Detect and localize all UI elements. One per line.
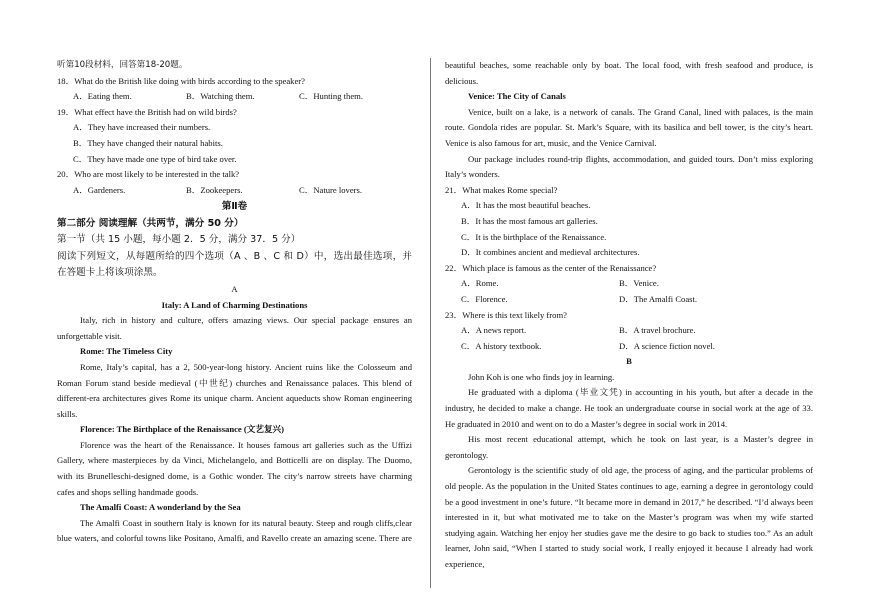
part-two-heading: 第二部分 阅读理解（共两节，满分 50 分） <box>57 217 244 229</box>
question-23: 23．Where is this text likely from? <box>445 309 567 320</box>
package-paragraph: Our package includes round-trip flights, accommodation, and guided tours. Don’t miss exploring Italy’s wonders. <box>445 153 813 180</box>
florence-paragraph: Florence was the heart of the Renaissance. It houses famous art galleries such as the Uffizi Gallery, where masterpieces by da Vinci, Michelangelo, and Botticelli are on display. The Duomo, with its Brunelleschi-designed dome, is a Gothic wonder. The city’s narrow streets have charming cafes and shops selling handmade goods. <box>57 439 412 497</box>
option-c: C．They have made one type of bird take over. <box>73 153 237 164</box>
option-c: C．A history textbook. <box>461 340 542 351</box>
option-b: B．It has the most famous art galleries. <box>461 215 598 226</box>
question-18: 18．What do the British like doing with birds according to the speaker? <box>57 75 305 86</box>
passage-letter-b: B <box>626 356 632 367</box>
passage-b-paragraph-2: He graduated with a diploma (毕业文凭) in accounting in his youth, but after a decade in the industry, he decided to make a change. He took an undergraduate course in social work at the age of 33. He graduated in 2010 and went on to do a Master’s degree in social work in 2014. <box>445 387 813 429</box>
question-23-options-row-1 <box>461 323 813 339</box>
left-column <box>57 58 412 547</box>
question-21: 21．What makes Rome special? <box>445 184 558 195</box>
option-a: A．Rome. <box>461 278 499 289</box>
option-b: B．Venice. <box>619 278 659 289</box>
passage-a-intro: Italy, rich in history and culture, offers amazing views. Our special package ensures an unforgettable visit. <box>57 315 412 341</box>
question-19: 19．What effect have the British had on wild birds? <box>57 106 237 117</box>
option-a: A．Eating them. <box>73 91 132 102</box>
rome-paragraph: Rome, Italy’s capital, has a 2, 500-year-long history. Ancient ruins like the Colosseum and Roman Forum stand beside medieval (中世纪) churches and Renaissance palaces. This blend of different-era architectures gives Rome its unique charm. Ancient aqueducts show Roman engineering skills. <box>57 361 412 419</box>
option-a: A．It has the most beautiful beaches. <box>461 200 591 211</box>
venice-paragraph: Venice, built on a lake, is a network of canals. The Grand Canal, lined with palaces, is the main route. Gondola rides are popular. St. Mark’s Square, with its basilica and bell tower, is the city’s heart. Venice is also famous for art, music, and the Venice Carnival. <box>445 106 813 148</box>
question-20-options <box>73 183 412 199</box>
amalfi-paragraph: The Amalfi Coast in southern Italy is known for its natural beauty. Steep and rough cliffs,clear blue waters, and colorful towns like Positano, Amalfi, and Ravello create an amazing scene. There are <box>57 517 412 544</box>
option-c: C．Nature lovers. <box>299 184 363 195</box>
column-divider <box>430 58 431 588</box>
amalfi-paragraph-continued: beautiful beaches, some reachable only by boat. The local food, with fresh seafood and produce, is delicious. <box>445 60 813 86</box>
option-c: C．Hunting them. <box>299 91 363 102</box>
passage-b-paragraph-1: John Koh is one who finds joy in learning. <box>468 371 615 382</box>
section-one-heading: 第一节（共 15 小题，每小题 2．5 分，满分 37．5 分） <box>57 234 301 246</box>
question-18-options <box>73 89 412 105</box>
option-a: A．Gardeners. <box>73 184 126 195</box>
passage-b-paragraph-3: His most recent educational attempt, which he took on last year, is a Master’s degree in gerontology. <box>445 434 813 460</box>
rome-subheading: Rome: The Timeless City <box>80 346 173 357</box>
question-20: 20．Who are most likely to be interested in the talk? <box>57 169 240 180</box>
option-d: D．It combines ancient and medieval architectures. <box>461 247 640 258</box>
question-22-options-row-2 <box>461 292 813 308</box>
question-22: 22．Which place is famous as the center of the Renaissance? <box>445 262 657 273</box>
option-b: B．Zookeepers. <box>186 184 243 195</box>
right-column <box>445 58 813 573</box>
option-a: A．They have increased their numbers. <box>73 122 211 133</box>
option-b: B．Watching them. <box>186 91 255 102</box>
option-a: A．A news report. <box>461 325 527 336</box>
florence-subheading: Florence: The Birthplace of the Renaissance (文艺复兴) <box>80 424 284 435</box>
option-c: C．It is the birthplace of the Renaissance. <box>461 231 607 242</box>
question-23-options-row-2 <box>461 339 813 355</box>
listening-intro: 听第10段材料，回答第18-20题。 <box>57 60 188 70</box>
amalfi-subheading: The Amalfi Coast: A wonderland by the Sea <box>80 502 241 513</box>
volume-heading: 第Ⅱ卷 <box>221 201 248 213</box>
option-d: D．The Amalfi Coast. <box>619 293 698 304</box>
option-c: C．Florence. <box>461 293 508 304</box>
passage-b-paragraph-4: Gerontology is the scientific study of old age, the process of aging, and the particular problems of old people. As the population in the United States continues to age, earning a degree in gerontology could be a good investment in one’s future. “It became more in demand in 2017,” he described. “I’d always been interested in it, but what motivated me to take on the Master’s program was when my wife started studying again. Watching her enjoy her studies gave me the desire to go back to studies too.” As an adult learner, John said, “When I started to study social work, I really enjoyed it because I already had work experience, <box>445 465 813 569</box>
option-b: B．They have changed their natural habits. <box>73 137 223 148</box>
option-b: B．A travel brochure. <box>619 325 696 336</box>
passage-a-title: Italy: A Land of Charming Destinations <box>161 299 308 310</box>
passage-letter-a: A <box>231 283 238 294</box>
reading-instructions: 阅读下列短文，从每题所给的四个选项（A 、B 、C 和 D）中，选出最佳选项，并在答题卡上将该项涂黑。 <box>57 250 412 279</box>
venice-subheading: Venice: The City of Canals <box>468 91 566 102</box>
option-d: D．A science fiction novel. <box>619 340 715 351</box>
question-22-options-row-1 <box>461 276 813 292</box>
